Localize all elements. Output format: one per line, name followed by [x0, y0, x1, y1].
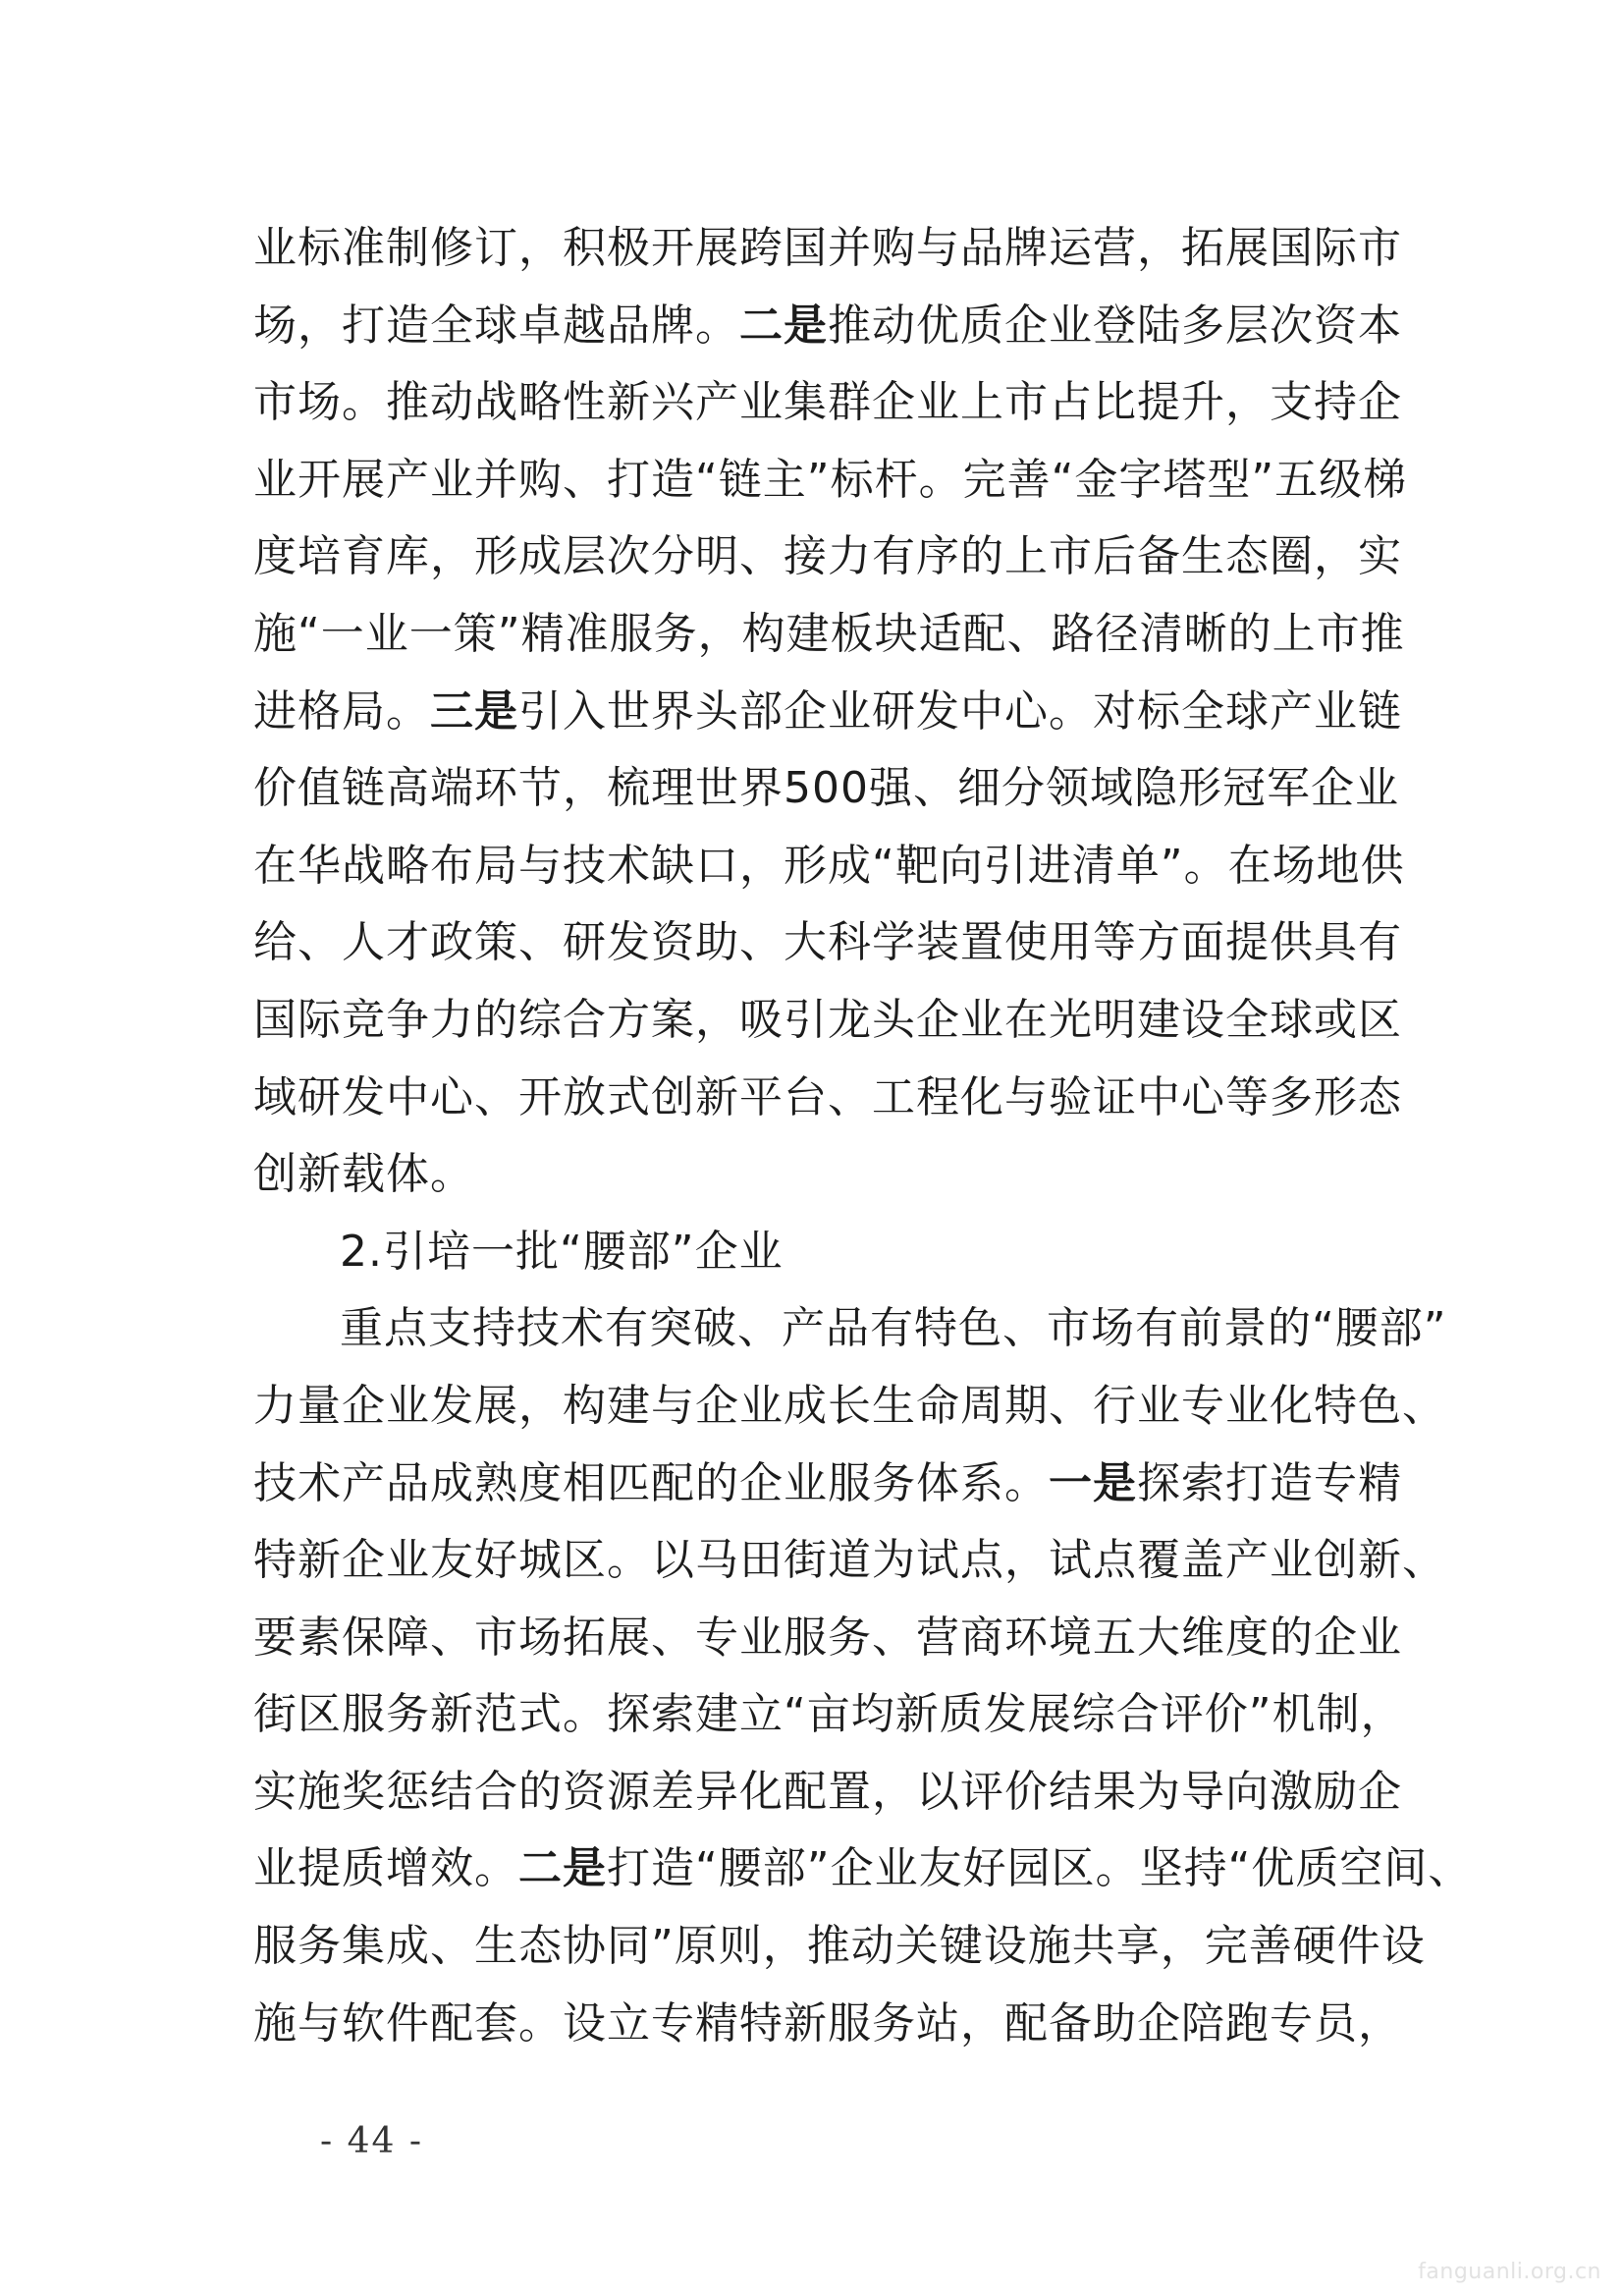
- line-text: 进格局。: [253, 685, 430, 737]
- line-text: 打造“腰部”企业友好园区。坚持“优质空间、: [607, 1843, 1473, 1894]
- text-line: [253, 750, 1399, 828]
- line-text: 要素保障、市场拓展、专业服务、营商环境五大维度的企业: [253, 1612, 1402, 1663]
- text-line: [253, 1831, 1473, 1908]
- text-line: [253, 674, 1402, 751]
- line-text: 业提质增效。: [253, 1843, 518, 1894]
- emphasis-text: 二是: [739, 300, 828, 351]
- line-text: 探索打造专精: [1137, 1457, 1402, 1508]
- line-text: 力量企业发展，构建与企业成长生命周期、行业专业化特色、: [253, 1380, 1446, 1431]
- text-line: [253, 1446, 1402, 1523]
- text-line: [253, 1676, 1405, 1754]
- text-line: [253, 1522, 1446, 1600]
- text-line: [253, 519, 1402, 596]
- text-line: [253, 1986, 1402, 2063]
- text-line: [253, 1060, 1402, 1137]
- document-body: [253, 210, 1473, 2062]
- line-text: 施与软件配套。设立专精特新服务站，配备助企陪跑专员，: [253, 1997, 1402, 2049]
- emphasis-text: 二是: [518, 1843, 607, 1894]
- line-text: 业标准制修订，积极开展跨国并购与品牌运营，拓展国际市: [253, 223, 1402, 273]
- line-text: 施“一业一策”精准服务，构建板块适配、路径清晰的上市推: [253, 608, 1405, 659]
- text-line: [253, 1136, 1392, 1214]
- text-line: [253, 288, 1402, 365]
- line-text: 域研发中心、开放式创新平台、工程化与验证中心等多形态: [253, 1071, 1402, 1122]
- line-text: 给、人才政策、研发资助、大科学装置使用等方面提供具有: [253, 917, 1402, 968]
- line-text: 重点支持技术有突破、产品有特色、市场有前景的“腰部”: [340, 1303, 1447, 1354]
- line-text: 价值链高端环节，梳理世界500强、细分领域隐形冠军企业: [253, 763, 1399, 814]
- line-text: 度培育库，形成层次分明、接力有序的上市后备生态圈，实: [253, 531, 1402, 582]
- section-heading: [253, 1214, 1392, 1291]
- emphasis-text: 一是: [1049, 1457, 1137, 1508]
- line-text: 2.引培一批“腰部”企业: [340, 1226, 784, 1277]
- emphasis-text: 三是: [430, 685, 518, 737]
- text-line: [253, 1368, 1446, 1446]
- line-text: 技术产品成熟度相匹配的企业服务体系。: [253, 1457, 1049, 1508]
- line-text: 特新企业友好城区。以马田街道为试点，试点覆盖产业创新、: [253, 1535, 1446, 1586]
- text-line: [253, 1754, 1402, 1831]
- line-text: 创新载体。: [253, 1149, 474, 1200]
- text-line: [253, 828, 1405, 905]
- text-line: [253, 1908, 1426, 1986]
- text-line: [253, 982, 1402, 1060]
- line-text: 业开展产业并购、打造“链主”标杆。完善“金字塔型”五级梯: [253, 454, 1408, 505]
- line-text: 服务集成、生态协同”原则，推动关键设施共享，完善硬件设: [253, 1921, 1426, 1972]
- page-number: - 44 -: [320, 2121, 424, 2161]
- line-text: 实施奖惩结合的资源差异化配置，以评价结果为导向激励企: [253, 1766, 1402, 1817]
- line-text: 在华战略布局与技术缺口，形成“靶向引进清单”。在场地供: [253, 840, 1405, 891]
- line-text: 国际竞争力的综合方案，吸引龙头企业在光明建设全球或区: [253, 994, 1402, 1045]
- watermark: fanguanli.org.cn: [1418, 2260, 1601, 2284]
- text-line: [253, 442, 1408, 519]
- text-line: [253, 1290, 1447, 1368]
- line-text: 街区服务新范式。探索建立“亩均新质发展综合评价”机制，: [253, 1689, 1405, 1740]
- text-line: [253, 596, 1405, 674]
- line-text: 推动优质企业登陆多层次资本: [828, 300, 1402, 351]
- text-line: [253, 904, 1402, 982]
- text-line: [253, 364, 1402, 442]
- line-text: 场，打造全球卓越品牌。: [253, 300, 739, 351]
- text-line: [253, 1600, 1402, 1677]
- text-line: [253, 210, 1402, 288]
- line-text: 市场。推动战略性新兴产业集群企业上市占比提升，支持企: [253, 377, 1402, 428]
- line-text: 引入世界头部企业研发中心。对标全球产业链: [518, 685, 1402, 737]
